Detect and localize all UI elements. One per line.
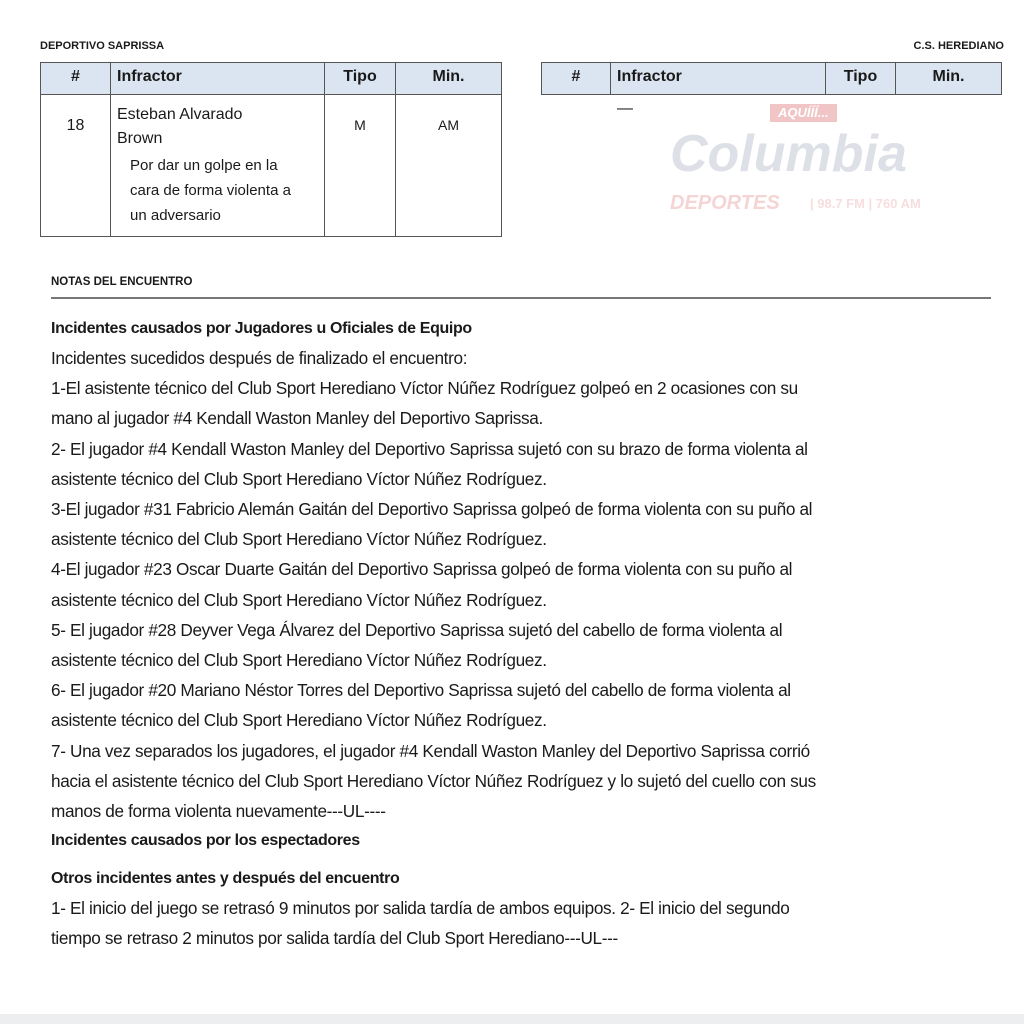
cell-tipo: M [325, 95, 396, 237]
note-line: 2- El jugador #4 Kendall Waston Manley del Deportivo Saprissa sujetó con su brazo de forma violenta al [51, 438, 808, 459]
note-line: asistente técnico del Club Sport Herediano Víctor Núñez Rodríguez. [51, 650, 547, 670]
cell-min: AM [396, 95, 502, 237]
header-min: Min. [396, 63, 502, 95]
infractor-name: Esteban Alvarado Brown [117, 106, 243, 147]
header-tipo: Tipo [826, 63, 896, 95]
note-line: asistente técnico del Club Sport Herediano Víctor Núñez Rodríguez. [51, 529, 547, 550]
note-line: 1-El asistente técnico del Club Sport Herediano Víctor Núñez Rodríguez golpeó en 2 ocasiones con su [51, 378, 798, 399]
section-heading: Incidentes causados por Jugadores u Oficiales de Equipo [51, 320, 472, 337]
team-right-label: C.S. HEREDIANO [913, 40, 1004, 52]
cell-num: 18 [41, 95, 111, 237]
left-infractions-table [40, 62, 502, 237]
table-row [41, 95, 502, 237]
note-line: tiempo se retraso 2 minutos por salida tardía del Club Sport Herediano---UL--- [51, 928, 618, 948]
right-infractions-table [541, 62, 1002, 95]
note-line: 7- Una vez separados los jugadores, el jugador #4 Kendall Waston Manley del Deportivo Saprissa corrió [51, 740, 810, 761]
watermark-logo: AQUÍÍÍ... Columbia DEPORTES | 98.7 FM | 760 AM [670, 105, 921, 214]
infraction-reason: Por dar un golpe en la cara de forma violenta a un adversario [130, 157, 291, 224]
note-line: asistente técnico del Club Sport Herediano Víctor Núñez Rodríguez. [51, 589, 547, 610]
header-tipo: Tipo [325, 63, 396, 95]
section-heading: Incidentes causados por los espectadores [51, 832, 360, 849]
header-infractor: Infractor [611, 63, 826, 95]
note-line: 1- El inicio del juego se retrasó 9 minutos por salida tardía de ambos equipos. 2- El inicio del segundo [51, 898, 790, 918]
divider [51, 297, 991, 299]
header-num: # [542, 63, 611, 95]
note-line: asistente técnico del Club Sport Herediano Víctor Núñez Rodríguez. [51, 710, 547, 731]
note-line: manos de forma violenta nuevamente---UL---- [51, 801, 386, 821]
header-infractor: Infractor [111, 63, 325, 95]
header-num: # [41, 63, 111, 95]
note-line: 3-El jugador #31 Fabricio Alemán Gaitán del Deportivo Saprissa golpeó de forma violenta con su puño al [51, 499, 813, 519]
note-line: hacia el asistente técnico del Club Sport Herediano Víctor Núñez Rodríguez y lo sujetó del cuello con sus [51, 770, 816, 791]
note-line: mano al jugador #4 Kendall Waston Manley del Deportivo Saprissa. [51, 408, 543, 429]
team-left-label: DEPORTIVO SAPRISSA [40, 40, 165, 52]
notes-title: NOTAS DEL ENCUENTRO [51, 276, 193, 288]
note-line: Incidentes sucedidos después de finalizado el encuentro: [51, 348, 468, 368]
right-empty-dash: — [617, 100, 633, 117]
section-heading: Otros incidentes antes y después del encuentro [51, 870, 400, 887]
bottom-bar [0, 1014, 1024, 1024]
header-min: Min. [896, 63, 1002, 95]
note-line: 6- El jugador #20 Mariano Néstor Torres del Deportivo Saprissa sujetó del cabello de forma violenta al [51, 680, 791, 701]
note-line: 4-El jugador #23 Oscar Duarte Gaitán del Deportivo Saprissa golpeó de forma violenta con su puño al [51, 559, 793, 580]
note-line: 5- El jugador #28 Deyver Vega Álvarez del Deportivo Saprissa sujetó del cabello de forma violenta al [51, 619, 783, 640]
note-line: asistente técnico del Club Sport Herediano Víctor Núñez Rodríguez. [51, 468, 547, 489]
